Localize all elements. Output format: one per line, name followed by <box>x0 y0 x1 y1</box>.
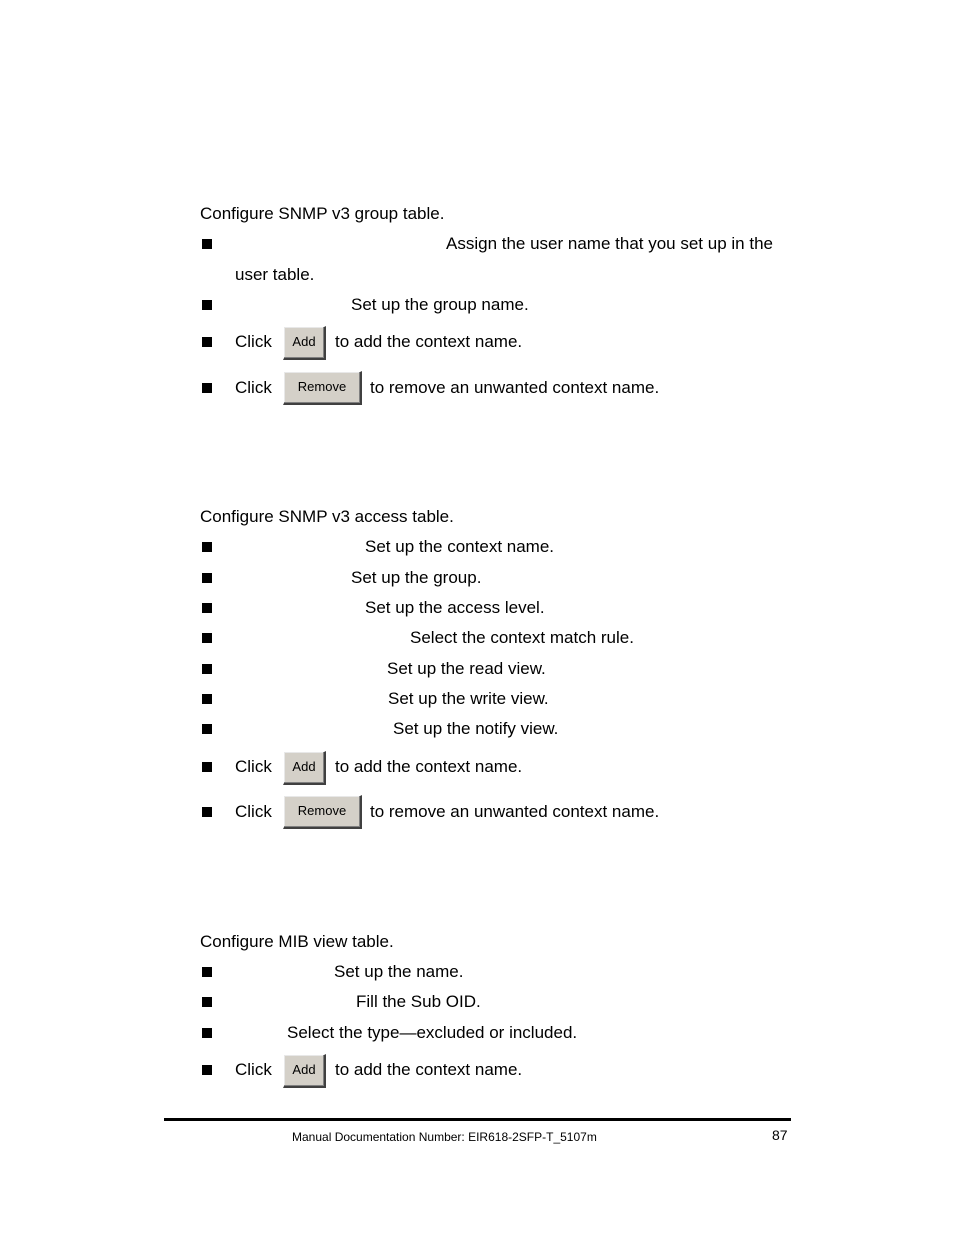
bullet-icon <box>202 542 212 552</box>
add-button[interactable]: Add <box>283 1054 326 1088</box>
group-item-1-line1: Assign the user name that you set up in the <box>446 234 773 253</box>
access-item: Set up the group. <box>351 568 482 587</box>
access-item: Set up the access level. <box>365 598 545 617</box>
group-item-2: Set up the group name. <box>351 295 529 314</box>
add-button[interactable]: Add <box>283 326 326 360</box>
bullet-icon <box>202 1028 212 1038</box>
bullet-icon <box>202 337 212 347</box>
access-item: Set up the read view. <box>387 659 546 678</box>
access-item: Set up the context name. <box>365 537 555 556</box>
bullet-icon <box>202 997 212 1007</box>
add-description: to add the context name. <box>335 332 523 351</box>
bullet-icon <box>202 300 212 310</box>
access-item: Set up the write view. <box>388 689 549 708</box>
add-description: to add the context name. <box>335 1060 523 1079</box>
bullet-icon <box>202 762 212 772</box>
mib-item: Fill the Sub OID. <box>356 992 481 1011</box>
mib-section-intro: Configure MIB view table. <box>200 932 394 951</box>
access-item: Select the context match rule. <box>410 628 634 647</box>
bullet-icon <box>202 1065 212 1075</box>
remove-button[interactable]: Remove <box>283 371 362 405</box>
group-item-1-line2: user table. <box>235 265 315 284</box>
footer-divider <box>164 1118 791 1121</box>
add-description: to add the context name. <box>335 757 523 776</box>
mib-item: Select the type—excluded or included. <box>287 1023 578 1042</box>
bullet-icon <box>202 383 212 393</box>
remove-description: to remove an unwanted context name. <box>370 802 660 821</box>
bullet-icon <box>202 603 212 613</box>
footer-doc-number: Manual Documentation Number: EIR618-2SFP-T_5107m <box>292 1130 597 1144</box>
access-item: Set up the notify view. <box>393 719 559 738</box>
bullet-icon <box>202 967 212 977</box>
bullet-icon <box>202 573 212 583</box>
group-section-intro: Configure SNMP v3 group table. <box>200 204 445 223</box>
add-button[interactable]: Add <box>283 751 326 785</box>
click-label: Click <box>235 802 272 821</box>
click-label: Click <box>235 757 272 776</box>
bullet-icon <box>202 724 212 734</box>
bullet-icon <box>202 239 212 249</box>
access-section-intro: Configure SNMP v3 access table. <box>200 507 454 526</box>
bullet-icon <box>202 807 212 817</box>
mib-item: Set up the name. <box>334 962 464 981</box>
remove-button[interactable]: Remove <box>283 795 362 829</box>
bullet-icon <box>202 694 212 704</box>
remove-description: to remove an unwanted context name. <box>370 378 660 397</box>
click-label: Click <box>235 332 272 351</box>
click-label: Click <box>235 1060 272 1079</box>
click-label: Click <box>235 378 272 397</box>
bullet-icon <box>202 633 212 643</box>
page-number: 87 <box>772 1127 788 1143</box>
bullet-icon <box>202 664 212 674</box>
